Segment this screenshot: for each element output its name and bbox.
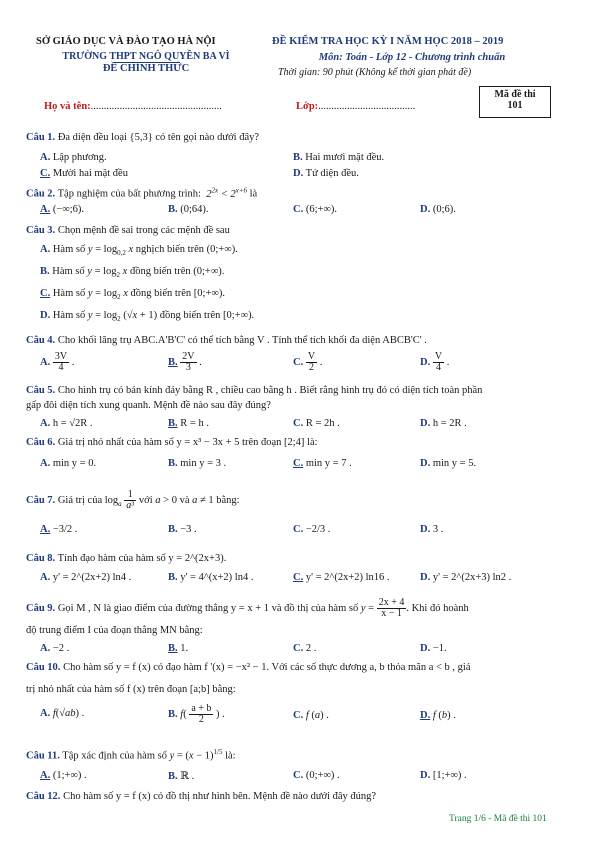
exam-title: ĐỀ KIỂM TRA HỌC KỲ I NĂM HỌC 2018 – 2019: [272, 36, 504, 47]
q1-option-a: A. Lập phương.: [40, 152, 107, 163]
question-6: Câu 6. Giá trị nhỏ nhất của hàm số y = x³ − 3x + 5 trên đoạn [2;4] là:: [26, 437, 318, 448]
q9-option-b: B. 1.: [168, 643, 189, 654]
q10-option-a: A. f(√ab) .: [40, 708, 85, 719]
q6-option-b: B. min y = 3 .: [168, 458, 227, 469]
q2-option-c: C. (6;+∞).: [293, 204, 338, 215]
question-7: Câu 7. Giá trị của $\log_a$ $\frac{1}{\text{a³}}$ với a > 0 và a ≠ 1 bằng:: [26, 489, 240, 511]
question-12: Câu 12. Cho hàm số y = f (x) có đồ thị như hình bên. Mệnh đề nào dưới đây đúng?: [26, 791, 377, 802]
q8-option-c: C. y' = 2^(2x+2) ln16 .: [293, 572, 390, 583]
q4-option-b: B. $\frac{2V}{3}$ .: [168, 351, 202, 373]
q9-option-c: C. 2 .: [293, 643, 317, 654]
question-11: Câu 11. Tập xác định của hàm số $y = (x - 1)^{1/5}$ là:: [26, 748, 236, 762]
q2-option-a: A. (−∞;6).: [40, 204, 85, 215]
q10-option-c: C. f (a) .: [293, 710, 329, 721]
q8-option-d: D. y' = 2^(2x+3) ln2 .: [420, 572, 512, 583]
q9-option-a: A. −2 .: [40, 643, 70, 654]
time-line: Thời gian: 90 phút (Không kể thời gian phát đề): [278, 67, 472, 78]
q4-option-a: A. $\frac{3V}{4}$ .: [40, 351, 75, 373]
question-5: Câu 5. Cho hình trụ có bán kính đáy bằng R , chiều cao bằng h . Biết rằng hình trụ đó có diện tích toàn phần: [26, 385, 483, 396]
q7-option-c: C. −2/3 .: [293, 524, 331, 535]
q2-option-b: B. (0;64).: [168, 204, 209, 215]
official-label: ĐỀ CHÍNH THỨC: [102, 63, 190, 74]
q6-option-d: D. min y = 5.: [420, 458, 477, 469]
question-9-line2: độ trung điểm I của đoạn thẳng MN bằng:: [26, 625, 203, 636]
question-10-line2: trị nhỏ nhất của hàm số f (x) trên đoạn [a;b] bằng:: [26, 684, 236, 695]
q8-option-b: B. y' = 4^(x+2) ln4 .: [168, 572, 254, 583]
q3-option-d: D. Hàm số $y = \log_2 (√x + 1)$ đồng biến trên [0;+∞).: [40, 310, 255, 324]
question-10: Câu 10. Cho hàm số y = f (x) có đạo hàm f '(x) = −x² − 1. Với các số thực dương a, b thỏa mãn a < b , giá: [26, 662, 471, 673]
exam-code-box: Mã đề thi 101: [479, 86, 551, 118]
q5-option-a: A. h = √2R .: [40, 418, 93, 429]
page-footer: Trang 1/6 - Mã đề thi 101: [449, 814, 547, 824]
class-field: Lớp:.....................................: [296, 101, 416, 112]
q1-option-b: B. Hai mươi mặt đều.: [293, 152, 385, 163]
q7-option-a: A. −3/2 .: [40, 524, 78, 535]
question-4: Câu 4. Cho khối lăng trụ ABC.A'B'C' có thể tích bằng V . Tính thể tích khối đa diện ABCB'C' .: [26, 335, 427, 346]
q7-option-d: D. 3 .: [420, 524, 444, 535]
q3-option-a: A. Hàm số $y = \log_{0,2} x$ nghịch biến trên (0;+∞).: [40, 244, 238, 258]
q11-option-a: A. (1;+∞) .: [40, 770, 87, 781]
q7-option-b: B. −3 .: [168, 524, 197, 535]
question-3: Câu 3. Chọn mệnh đề sai trong các mệnh đề sau: [26, 225, 230, 236]
school-name: TRƯỜNG THPT NGÔ QUYỀN BA VÌ: [62, 51, 230, 62]
q5-option-c: C. R = 2h .: [293, 418, 340, 429]
q6-option-a: A. min y = 0.: [40, 458, 97, 469]
q3-option-b: B. Hàm số $y = \log_2 x$ đồng biến trên (0;+∞).: [40, 266, 225, 280]
question-9: Câu 9. Gọi M , N là giao điểm của đường thẳng y = x + 1 và đồ thị của hàm số y = $\frac{2x + 4}{x - 1}$ . Khi đó hoành: [26, 597, 469, 619]
q3-option-c: C. Hàm số $y = \log_2 x$ đồng biến trên [0;+∞).: [40, 288, 226, 302]
q6-option-c: C. min y = 7 .: [293, 458, 352, 469]
subject-line: Môn: Toán - Lớp 12 - Chương trình chuẩn: [318, 52, 506, 63]
q4-option-d: D. $\frac{V}{4}$ .: [420, 351, 450, 373]
q11-option-d: D. [1;+∞) .: [420, 770, 467, 781]
q2-option-d: D. (0;6).: [420, 204, 456, 215]
q1-option-c: C. Mười hai mặt đều: [40, 168, 128, 179]
q4-option-c: C. $\frac{V}{2}$ .: [293, 351, 323, 373]
q11-option-b: B. ℝ .: [168, 771, 195, 782]
q5-option-d: D. h = 2R .: [420, 418, 467, 429]
q5-option-b: B. R = h .: [168, 418, 209, 429]
question-8: Câu 8. Tính đạo hàm của hàm số y = 2^(2x+3).: [26, 553, 227, 564]
question-1: Câu 1. Đa diện đều loại {5,3} có tên gọi nào dưới đây?: [26, 132, 260, 143]
q10-option-b: B. f( $\frac{a + b}{2}$ ) .: [168, 703, 225, 725]
q11-option-c: C. (0;+∞) .: [293, 770, 340, 781]
q10-option-d: D. f (b) .: [420, 710, 456, 721]
name-field: Họ và tên:..................................................: [44, 101, 222, 112]
q8-option-a: A. y' = 2^(2x+2) ln4 .: [40, 572, 132, 583]
question-5-line2: gấp đôi diện tích xung quanh. Mệnh đề nào sau đây đúng?: [26, 400, 271, 411]
q9-option-d: D. −1.: [420, 643, 447, 654]
department-name: SỞ GIÁO DỤC VÀ ĐÀO TẠO HÀ NỘI: [36, 36, 216, 47]
q1-option-d: D. Tứ diện đều.: [293, 168, 359, 179]
question-2: Câu 2. Tập nghiệm của bất phương trình: $2^{2x} < 2^{x+6}$ là: [26, 186, 258, 200]
